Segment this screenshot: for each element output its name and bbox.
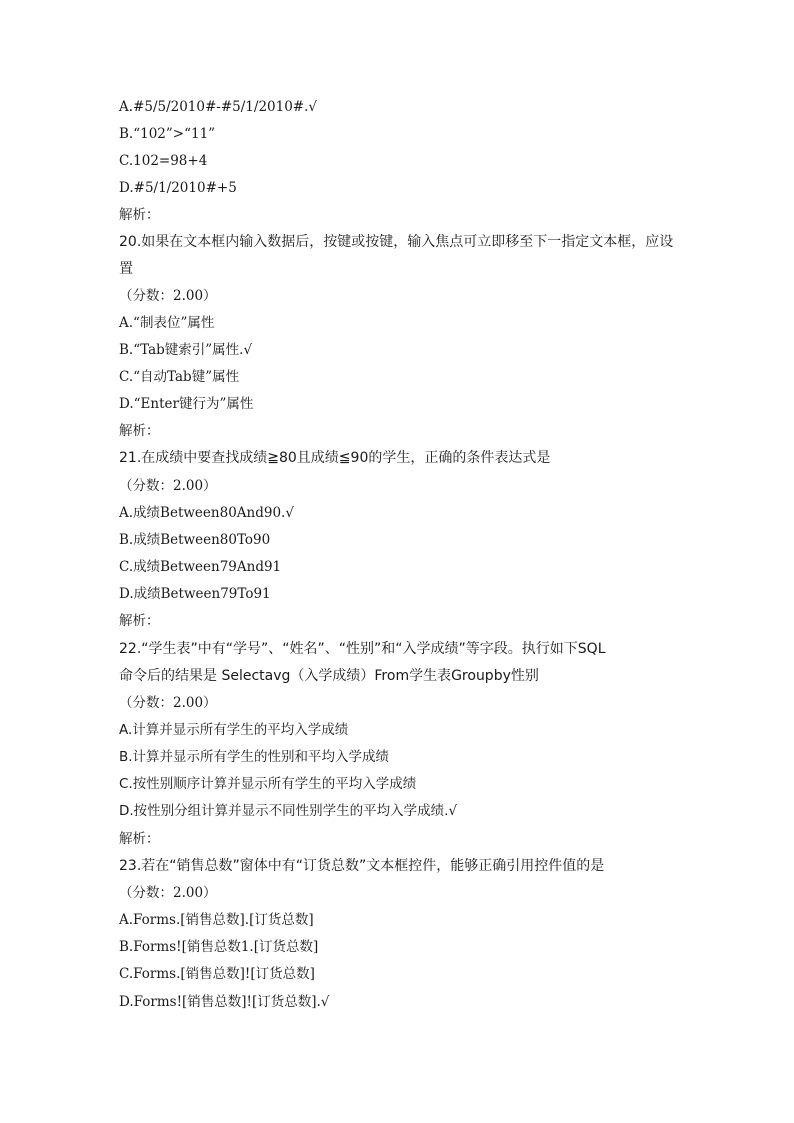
q20-stem-line2: 置 — [119, 261, 133, 277]
q21-option-b: B.成绩Between80To90 — [119, 532, 271, 548]
q20-option-c: C.“自动Tab键”属性 — [119, 369, 240, 385]
q22-stem-line2: 命令后的结果是 Selectavg（入学成绩）From学生表Groupby性别 — [119, 668, 539, 684]
q23-option-b: B.Forms![销售总数1.[订货总数] — [119, 939, 319, 955]
q22-option-d: D.按性别分组计算并显示不同性别学生的平均入学成绩.√ — [119, 803, 458, 819]
q21-score: （分数：2.00） — [119, 478, 217, 494]
q19-analysis-label: 解析： — [119, 207, 160, 223]
q19-option-b: B.“102”>“11” — [119, 126, 216, 142]
q21-option-d: D.成绩Between79To91 — [119, 586, 271, 602]
q23-option-c: C.Forms.[销售总数]![订货总数] — [119, 966, 315, 982]
q22-analysis-label: 解析： — [119, 831, 160, 847]
q22-option-a: A.计算并显示所有学生的平均入学成绩 — [119, 722, 349, 738]
q20-analysis-label: 解析： — [119, 423, 160, 439]
q23-option-d: D.Forms![销售总数]![订货总数].√ — [119, 994, 330, 1010]
q21-stem-line1: 21.在成绩中要查找成绩≧80且成绩≦90的学生，正确的条件表达式是 — [119, 450, 551, 466]
q22-option-b: B.计算并显示所有学生的性别和平均入学成绩 — [119, 749, 390, 765]
q20-option-d: D.“Enter键行为”属性 — [119, 396, 254, 412]
q20-score: （分数：2.00） — [119, 288, 217, 304]
q21-analysis-label: 解析： — [119, 613, 160, 629]
q19-option-a: A.#5/5/2010#-#5/1/2010#.√ — [119, 99, 318, 115]
q21-option-a: A.成绩Between80And90.√ — [119, 505, 294, 521]
q19-option-c: C.102=98+4 — [119, 153, 208, 169]
q23-option-a: A.Forms.[销售总数].[订货总数] — [119, 912, 314, 928]
q22-option-c: C.按性别顺序计算并显示所有学生的平均入学成绩 — [119, 776, 417, 792]
q19-option-d: D.#5/1/2010#+5 — [119, 180, 237, 196]
q23-score: （分数：2.00） — [119, 885, 217, 901]
q21-option-c: C.成绩Between79And91 — [119, 559, 282, 575]
q20-option-b: B.“Tab键索引”属性.√ — [119, 342, 253, 358]
q20-option-a: A.“制表位”属性 — [119, 315, 215, 331]
q22-score: （分数：2.00） — [119, 695, 217, 711]
q20-stem-line1: 20.如果在文本框内输入数据后，按键或按键，输入焦点可立即移至下一指定文本框，应设 — [119, 234, 674, 250]
q23-stem-line1: 23.若在“销售总数”窗体中有“订货总数”文本框控件，能够正确引用控件值的是 — [119, 858, 605, 874]
q22-stem-line1: 22.“学生表”中有“学号”、“姓名”、“性别”和“入学成绩”等字段。执行如下SQL — [119, 641, 606, 657]
